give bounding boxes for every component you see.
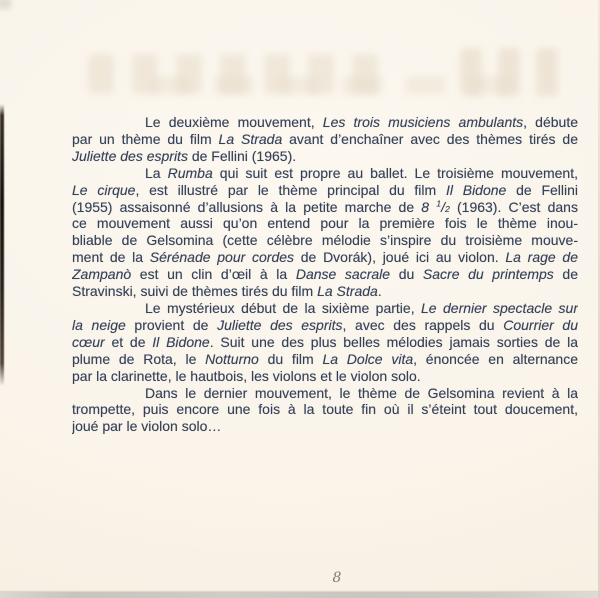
body-text: , avec des rappels du [342,316,504,333]
text-line [72,232,578,249]
italic-title-text: La Strada [317,283,378,300]
italic-title-text: Danse sacrale [295,266,391,283]
body-text: avant d’enchaîner avec des thèmes tirés de [282,130,578,147]
text-line [72,215,578,232]
booklet-gutter-shadow [0,104,4,386]
italic-title-text: Le cirque [72,181,136,198]
text-line [72,300,578,317]
text-line [72,114,578,131]
italic-title-text: Rumba [167,164,213,181]
italic-title-text: Zampanò [72,266,132,283]
body-text: par la clarinette, le hautbois, les violons et le violon solo. [72,367,421,384]
text-line [72,385,578,402]
italic-title-text: la neige [72,316,126,333]
italic-title-text: Il Bidone [445,181,507,198]
italic-title-text: La Dolce vita [322,350,414,367]
text-line [72,401,578,418]
paragraph [72,385,578,436]
text-line [72,351,578,368]
body-text: trompette, puis encore une fois à la toute fin où il s’éteint tout doucement, [72,401,578,418]
body-text: de Dvorák), joué ici au violon. [294,249,506,266]
body-text: , est illustré par le thème principal du film [135,181,446,198]
italic-title-text: Les trois musiciens ambulants [322,114,524,130]
body-text: Dans le dernier mouvement, le thème de Gelsomina revient à la [145,384,578,401]
body-text: par un thème du film [72,130,219,147]
body-text: (1955) assaisonné d’allusions à la petite marche de [72,198,422,215]
body-text: Le mystérieux début de la sixième partie, [145,299,422,316]
italic-title-text: 8 [421,198,437,215]
paragraph [72,114,578,165]
body-text: Stravinski, suivi de thèmes tirés du film [72,283,318,300]
scan-bottom-edge [0,592,600,598]
text-line [72,131,578,148]
italic-title-text: 1 [436,197,442,208]
text-line [72,182,578,199]
body-text: . Suit une des plus belles mélodies jamais sorties de la [209,333,578,350]
text-line [72,334,578,351]
italic-title-text: Juliette des esprits [217,316,343,333]
italic-title-text: Notturno [205,350,259,367]
body-text: , énoncée en alternance [413,350,578,367]
text-line [72,418,578,435]
body-text: . [377,283,382,300]
italic-title-text: 2 [444,203,450,214]
page-bleed-through-ghost [460,48,564,96]
body-text: du film [258,350,323,367]
text-line [72,266,578,283]
italic-title-text: Il Bidone [152,333,210,350]
italic-title-text: Courrier du [503,316,578,333]
scan-corner-smudge [0,0,11,9]
text-line [72,283,578,300]
body-text: joué par le violon solo… [72,418,222,435]
body-text: provient de [125,316,218,333]
body-text: ment de la [72,249,150,266]
text-line [72,249,578,266]
italic-title-text: Juliette des esprits [72,147,188,164]
text-line [72,317,578,334]
text-line [72,148,578,165]
body-text: de [553,266,578,283]
text-line [72,368,578,385]
italic-title-text: / [441,198,445,215]
page-number: 8 [332,570,342,586]
booklet-text [72,114,578,435]
italic-title-text: La rage de [505,249,578,266]
page-bleed-through-ghost [88,54,380,94]
body-text: Le deuxième mouvement, [145,114,323,130]
body-text: bliable de Gelsomina (cette célèbre mélodie s’inspire du troisième mouve- [72,232,578,249]
italic-title-text: Le dernier spectacle sur [421,299,578,316]
body-text: de Fellini [506,181,578,198]
body-text: plume de Rota, le [72,350,206,367]
body-text: La [145,164,168,181]
paragraph [72,165,578,300]
body-text: et de [104,333,153,350]
body-text: du [390,266,423,283]
italic-title-text: cœur [72,333,105,350]
body-text: ce mouvement aussi qu’on entend pour la première fois le thème inou- [72,215,578,232]
text-line [72,165,578,182]
body-text: (1963). C’est dans [449,198,578,215]
body-text: est un clin d’œil à la [131,266,296,283]
body-text: de Fellini (1965). [187,147,297,164]
italic-title-text: Sérénade pour cordes [149,249,295,266]
paragraph [72,300,578,385]
italic-title-text: La Strada [218,130,283,147]
page-bleed-through-ghost [150,76,530,94]
body-text: , débute [523,114,578,130]
italic-title-text: Sacre du printemps [422,266,554,283]
text-line [72,199,578,216]
body-text: qui suit est propre au ballet. Le troisième mouvement, [212,164,578,181]
